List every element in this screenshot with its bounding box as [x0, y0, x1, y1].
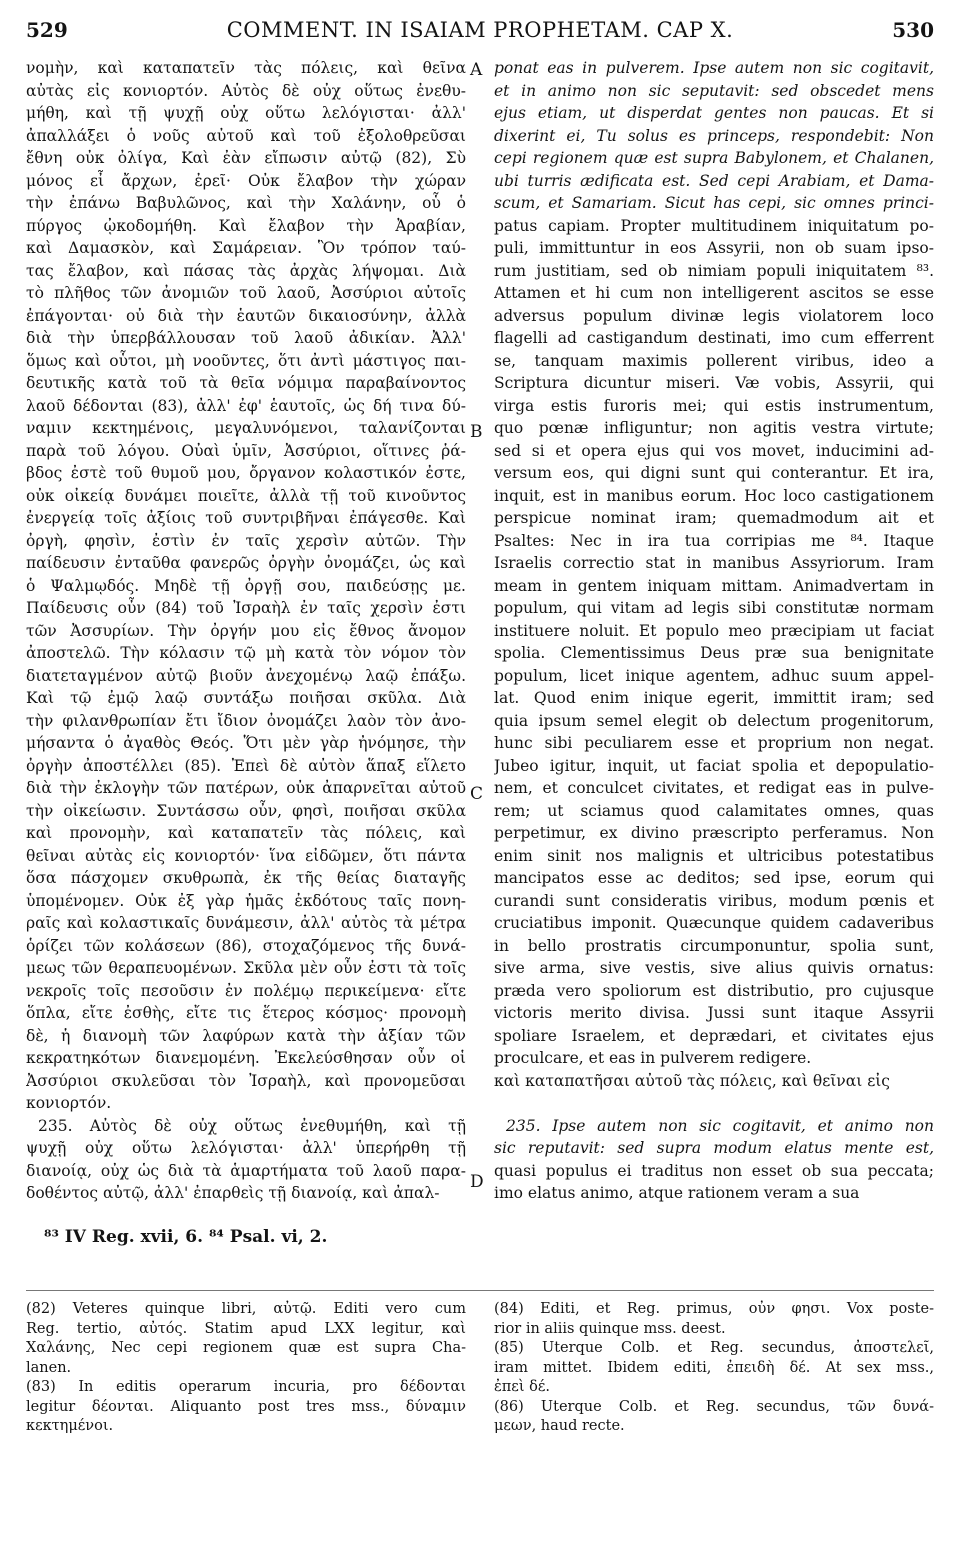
greek-text-line: διὰ τὴν ἐκλογὴν τῶν πατέρων, οὐκ ἀπαρνεῖται αὐτοῦ — [26, 779, 466, 797]
latin-text-line: inquit, est in manibus eorum. Hoc loco castigationem — [494, 486, 934, 505]
latin-text-line: mancipatos esse ac deditos; sed ipse, eorum qui — [494, 869, 934, 887]
latin-text-line: flagelli ad castigandum destinati, imo cum efferrent — [494, 329, 934, 347]
latin-text-line: spolia. Clementissimus Deus præ sua benignitate — [494, 644, 934, 662]
latin-text-line: cepi regionem quæ est supra Babylonem, et Chalanen, — [494, 149, 934, 167]
greek-text-line: ὁρίζει τῶν κολάσεων (86), στοχαζόμενος τῆς δυνά- — [26, 936, 466, 955]
greek-text-line: νεκροῖς τοῖς πεσοῦσιν ἐν πολέμῳ περικείμενα· εἴτε — [26, 981, 466, 1000]
latin-text-line: populum, qui vitam ad legis sibi constitutæ normam — [494, 599, 934, 617]
greek-text-line: καὶ Δαμασκὸν, καὶ Σαμάρειαν. Ὃν τρόπον ταύ- — [26, 239, 466, 257]
greek-text-line: ὅσα πάσχομεν σκυθρωπὰ, ἐκ τῆς θείας διαταγῆς — [26, 869, 466, 887]
latin-text-line: sive arma, sive vestis, sive alius quivis ornatus: — [494, 959, 934, 977]
greek-text-line: 235. Αὐτὸς δὲ οὐχ οὕτως ἐνεθυμήθη, καὶ τῇ — [38, 1116, 466, 1135]
latin-text-line: præda vero spoliorum est distributio, pro cujusque — [494, 981, 934, 1000]
footnote-line: legitur δέονται. Aliquanto post tres mss., δύναμιν — [26, 1398, 466, 1415]
greek-text-line: ραῖς καὶ κολαστικαῖς δυνάμεσιν, ἀλλ' αὐτὸς τὰ μέτρα — [26, 914, 466, 932]
footnotes-left — [26, 1300, 466, 1437]
greek-text-line: Παίδευσις οὖν (84) τοῦ Ἰσραὴλ ἐν ταῖς χερσὶν ἐστι — [26, 599, 466, 617]
margin-letter-c: C — [470, 784, 484, 804]
greek-text-line: τὸ πλῆθος τῶν ἀνομιῶν τοῦ λαοῦ, Ἀσσύριοι αὐτοῖς — [26, 284, 466, 302]
greek-text-line: δοθέντος αὐτῷ, ἀλλ' ἐπαρθεὶς τῇ διανοίᾳ, καὶ ἀπαλ- — [26, 1184, 440, 1202]
greek-text-line: Ἀσσύριοι σκυλεῦσαι τὸν Ἰσραὴλ, καὶ προνομεῦσαι — [26, 1071, 466, 1090]
greek-text-line: ὅμως καὶ οὗτοι, μὴ νοοῦντες, ὅτι ἀντὶ μάστιγος παι- — [26, 351, 466, 370]
greek-text-line: ἐνεργείᾳ τοῖς ἀξίοις τοῦ συντριβῆναι ἐπάγεσθε. Καὶ — [26, 509, 466, 527]
running-title: COMMENT. IN ISAIAM PROPHETAM. CAP X. — [226, 18, 734, 42]
footnote-line: ἐπεὶ δέ. — [494, 1379, 550, 1395]
margin-letter-d: D — [470, 1172, 484, 1192]
footnote-line: (82) Veteres quinque libri, αὐτῷ. Editi vero cum — [26, 1301, 466, 1317]
page-number-left: 529 — [26, 18, 68, 42]
latin-text-line: patus capiam. Propter multitudinem iniquitatum po- — [494, 216, 934, 235]
latin-text-line: quo pœnæ infliguntur; non agitis vestra virtute; — [494, 419, 934, 437]
greek-text-line: διανοίᾳ, οὐχ ὡς διὰ τὰ ἁμαρτήματα τοῦ λαοῦ παρα- — [26, 1161, 466, 1180]
greek-text-line: ψυχῇ οὐχ οὕτω λελόγισται· ἀλλ' ὑπερήρθη τῇ — [26, 1139, 466, 1157]
greek-text-column — [26, 57, 466, 1205]
footnotes-right — [494, 1300, 934, 1437]
latin-text-line: scum, et Samariam. Sicut has cepi, sic omnes princi- — [494, 194, 934, 212]
greek-text-line: λαοῦ δέδονται (83), ἀλλ' ἐφ' ἑαυτοῖς, ὡς δή τινα δύ- — [26, 396, 466, 415]
greek-text-line: ὑπομένομεν. Οὐκ ἐξ γὰρ ἡμᾶς ἐκδότους ταῖς πονη- — [26, 891, 466, 910]
latin-text-line: sed si et opera ejus qui vos movet, inducimini ad- — [494, 441, 934, 460]
greek-text-line: νομὴν, καὶ καταπατεῖν τὰς πόλεις, καὶ θεῖνα — [26, 59, 466, 77]
latin-text-line: nem, et conculcet civitates, et redigat eas in pulve- — [494, 779, 934, 797]
greek-text-line: μεως τῶν θεραπευομένων. Σκῦλα μὲν οὖν ἐστι τὰ τοῖς — [26, 959, 466, 977]
greek-text-line: κονιορτόν. — [26, 1094, 112, 1112]
footnote-line: rior in aliis quinque mss. deest. — [494, 1320, 726, 1337]
scripture-references: ⁸³ IV Reg. xvii, 6. ⁸⁴ Psal. vi, 2. — [44, 1227, 328, 1247]
latin-text-line: perspicue nominat iram; quemadmodum ait et — [494, 509, 934, 527]
footnote-line: lanen. — [26, 1359, 72, 1376]
greek-text-line: ναμιν κεκτημένοις, μεγαλυνόμενοι, ταλανίζονται — [26, 419, 466, 437]
latin-text-line: se, tanquam maximis pollerent viribus, ideo a — [494, 351, 934, 370]
footnote-line: (86) Uterque Colb. et Reg. secundus, τῶν δυνά- — [494, 1398, 934, 1415]
footnote-line: μεων, haud recte. — [494, 1418, 625, 1434]
greek-text-line: τας ἔλαβον, καὶ πάσας τὰς ἀρχὰς λήψομαι. Διὰ — [26, 261, 466, 280]
greek-text-line: τὴν οἰκείωσιν. Συντάσσω οὖν, φησὶ, ποιῆσαι σκῦλα — [26, 801, 466, 820]
latin-text-line: quasi populus ei traditus non esset ob sua peccata; — [494, 1161, 934, 1180]
greek-text-line: ὁ Ψαλμῳδός. Μηδὲ τῇ ὀργῇ σου, παιδεύσῃς με. — [26, 576, 466, 595]
footnote-line: κεκτημένοι. — [26, 1418, 114, 1434]
greek-text-line: βδος ἐστὲ τοῦ θυμοῦ μου, ὄργανον κολαστικόν ἐστε, — [26, 464, 466, 482]
latin-text-line: rem; ut sciamus quod calamitates omnes, quas — [494, 801, 934, 820]
greek-text-line: ἀπαλλάξει ὁ νοῦς αὐτοῦ καὶ τοῦ ἐξολοθρεῦσαι — [26, 126, 466, 145]
greek-text-line: ἐπάγονται· οὐ διὰ τὴν ἑαυτῶν δικαιοσύνην, ἀλλὰ — [26, 306, 466, 325]
greek-text-line: παρὰ τοῦ λόγου. Οὐαὶ ὑμῖν, Ἀσσύριοι, οἵτινες ῥά- — [26, 441, 466, 460]
greek-text-line: Καὶ τῷ ἐμῷ λαῷ συντάξω ποιῆσαι σκῦλα. Διὰ — [26, 689, 466, 707]
latin-text-line: quia ipsum semel elegit ob delectum progenitorum, — [494, 711, 934, 730]
latin-text-line: victoris merito divisa. Jussi sunt itaque Assyrii — [494, 1004, 934, 1022]
latin-text-line: enim sinit nos malignis et ultricibus potestatibus — [494, 846, 934, 865]
latin-text-line: perpetimur, ex divino præscripto perferamus. Non — [494, 824, 934, 842]
latin-text-line: instituere noluit. Et populo meo præcipiam ut faciat — [494, 621, 934, 640]
latin-text-line: imo elatus animo, atque rationem veram a sua — [494, 1184, 860, 1202]
greek-text-line: τῶν Ἀσσυρίων. Τὴν ὀργήν μου εἰς ἔθνος ἄνομον — [26, 621, 466, 640]
greek-text-line: ὀργὴ, φησὶν, ἐστὶν ἐν ταῖς χερσὶν αὐτῶν. Τὴν — [26, 531, 466, 550]
latin-text-line: adversus populum divinæ legis violatorem loco — [494, 306, 934, 325]
margin-letter-a: A — [470, 60, 483, 80]
latin-text-line: Attamen et hi cum non intelligerent ascitos se esse — [494, 284, 934, 302]
latin-text-line: in bello prostratis circumponuntur, spolia sunt, — [494, 936, 934, 955]
latin-text-line: hunc sibi peculiarem esse et proprium non negat. — [494, 734, 934, 752]
greek-text-line: παίδευσιν ἐνταῦθα φανερῶς ὀργὴν ὀνομάζει, ὡς καὶ — [26, 554, 466, 572]
greek-text-line: κεκρατηκότων διανεμομένη. Ἐκελεύσθησαν οὖν οἱ — [26, 1049, 466, 1067]
latin-text-line: proculcare, et eas in pulverem redigere. — [494, 1049, 812, 1067]
footnote-line: (83) In editis operarum incuria, pro δέδονται — [26, 1379, 466, 1395]
latin-text-line: spoliare Israelem, et deprædari, et civitates ejus — [494, 1026, 934, 1045]
latin-text-line: Jubeo igitur, inquit, ut faciat spolia et depopulatio- — [494, 756, 934, 775]
greek-text-line: θεῖναι αὐτὰς εἰς κονιορτόν· ἵνα εἰδῶμεν, ὅτι πάντα — [26, 846, 466, 865]
latin-text-line: curandi sunt consideratis viribus, modum pœnis et — [494, 891, 934, 910]
greek-text-line: πύργος ᾠκοδομήθη. Καὶ ἔλαβον τὴν Ἀραβίαν, — [26, 216, 466, 235]
latin-text-line: Israelis correctio stat in manibus Assyriorum. Iram — [494, 554, 934, 572]
latin-text-line: et in animo non sic seputavit: sed obscedet mens — [494, 81, 934, 100]
footnote-line: (84) Editi, et Reg. primus, οὖν φησι. Vox poste- — [494, 1301, 934, 1317]
latin-text-line: populum, licet inique agentem, adhuc suum appel- — [494, 666, 934, 685]
greek-text-line: τὴν ἐπάνω Βαβυλῶνος, καὶ τὴν Χαλάνην, οὗ ὁ — [26, 194, 466, 212]
greek-text-line: ὀργὴν ἀποστέλλει (85). Ἐπεὶ δὲ αὐτὸν ἅπαξ εἵλετο — [26, 756, 466, 775]
latin-text-line: sic reputavit: sed supra modum elatus mente est, — [494, 1139, 934, 1157]
footnote-line: Reg. tertio, αὐτός. Statim apud LXX legitur, καὶ — [26, 1320, 466, 1337]
latin-text-line: ubi turris ædificata est. Sed cepi Arabiam, et Dama- — [494, 171, 934, 190]
latin-text-line: ponat eas in pulverem. Ipse autem non sic cogitavit, — [494, 59, 934, 77]
running-header — [26, 18, 934, 48]
page-number-right: 530 — [892, 18, 934, 42]
footnote-line: Χαλάνης, Nec cepi regionem quæ est supra Cha- — [26, 1340, 466, 1356]
greek-text-line: ἔθνη οὐκ ὀλίγα, Καὶ ἐὰν εἴπωσιν αὐτῷ (82), Σὺ — [26, 149, 466, 167]
greek-text-line: δευτικῆς κατὰ τοῦ τὰ θεῖα νόμιμα παραβαίνοντος — [26, 374, 466, 392]
greek-text-line: καὶ προνομὴν, καὶ καταπατεῖν τὰς πόλεις, καὶ — [26, 824, 466, 842]
latin-text-line — [494, 1092, 934, 1115]
latin-text-line: Psaltes: Nec in ira tua corripias me ⁸⁴. Itaque — [494, 531, 934, 550]
latin-text-line: καὶ καταπατῆσαι αὐτοῦ τὰς πόλεις, καὶ θεῖναι εἰς — [494, 1071, 890, 1090]
greek-text-line: δὲ, ἡ διανομὴ τῶν λαφύρων κατὰ τὴν ἀξίαν τῶν — [26, 1026, 466, 1045]
latin-text-line: lat. Quod enim inique egerit, immittit iram; sed — [494, 689, 934, 707]
greek-text-line: μόνος εἶ ἄρχων, ἐρεῖ· Οὐκ ἔλαβον τὴν χώραν — [26, 171, 466, 190]
greek-text-line: μήσαντα ὁ ἀγαθὸς Θεός. Ὅτι μὲν γὰρ ἠνόμησε, τὴν — [26, 734, 466, 752]
latin-text-line: rum justitiam, sed ob nimiam populi iniquitatem ⁸³. — [494, 261, 934, 280]
latin-text-line: ejus etiam, ut disperdat gentes non paucas. Et si — [494, 104, 934, 122]
latin-text-line: cruciatibus imponit. Quæcunque quidem cadaveribus — [494, 914, 934, 932]
latin-text-line: meam in gentem iniquam mittam. Animadvertam in — [494, 576, 934, 595]
latin-text-line: versum eos, qui digni sunt qui conterantur. Et ira, — [494, 464, 934, 482]
latin-text-line: Scriptura dicuntur miseri. Væ vobis, Assyrii, qui — [494, 374, 934, 392]
greek-text-line: οὐκ οἰκείᾳ δυνάμει ποιεῖτε, ἀλλὰ τῇ τοῦ κινοῦντος — [26, 486, 466, 505]
latin-text-line: 235. Ipse autem non sic cogitavit, et animo non — [506, 1116, 934, 1135]
latin-text-line: virga estis furoris mei; qui estis instrumentum, — [494, 396, 934, 415]
greek-text-line: διατεταγμένον αὐτῷ βιοῦν ἀνεχομένῳ λαῷ ἐπάξω. — [26, 666, 466, 685]
greek-text-line: διὰ τὴν ὑπερβάλλουσαν τοῦ λαοῦ ἀδικίαν. Ἀλλ' — [26, 329, 466, 347]
greek-text-line: ὅπλα, εἴτε ἐσθὴς, εἴτε τις ἕτερος κόσμος· προνομὴ — [26, 1004, 466, 1022]
footnote-line: iram mittet. Ibidem editi, ἐπειδὴ δέ. At sex mss., — [494, 1359, 934, 1376]
greek-text-line: ἀποστελῶ. Τὴν κόλασιν τῷ μὴ κατὰ τὸν νόμον τὸν — [26, 644, 466, 662]
latin-text-line: dixerint ei, Tu solus es princeps, respondebit: Non — [494, 126, 934, 145]
latin-text-column — [494, 57, 934, 1205]
latin-text-line: puli, immittuntur in eos Assyrii, non ob suam ipso- — [494, 239, 934, 257]
margin-letter-b: B — [470, 422, 483, 442]
greek-text-line: τὴν φιλανθρωπίαν ἔτι ἴδιον ὀνομάζει λαὸν τὸν ἀνο- — [26, 711, 466, 730]
greek-text-line: μήθη, καὶ τῇ ψυχῇ οὐχ οὕτω λελόγισται· ἀλλ' — [26, 104, 466, 122]
footnote-line: (85) Uterque Colb. et Reg. secundus, ἀποστελεῖ, — [494, 1340, 934, 1356]
greek-text-line: αὐτὰς εἰς κονιορτόν. Αὐτὸς δὲ οὐχ οὕτως ἐνεθυ- — [26, 81, 466, 100]
footnote-rule — [26, 1290, 934, 1291]
